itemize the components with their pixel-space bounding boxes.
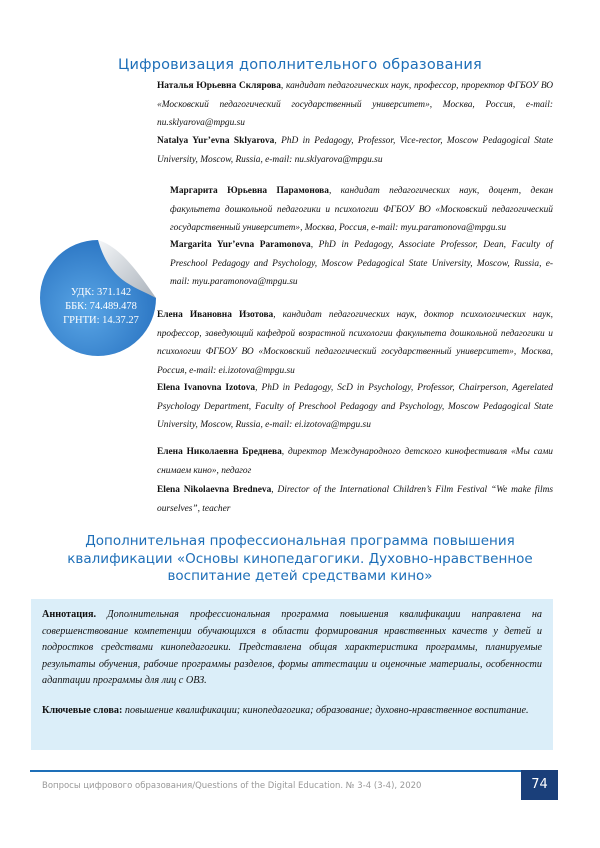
footer-journal: Вопросы цифрового образования/Questions of the Digital Education. № 3-4 (3-4), 2020 (42, 781, 422, 791)
author-en-1-name: Natalya Yur’evna Sklyarova (157, 136, 275, 146)
author-en-4-info: , Director of the International Children’s Film Festival “We make films ourselves”, teacher (157, 485, 553, 514)
article-title: Дополнительная профессиональная программа повышения квалификации «Основы кинопедагогики. Духовно-нравственное воспитание детей средствами кино» (67, 533, 533, 584)
author-en-2-name: Margarita Yur’evna Paramonova (170, 240, 311, 250)
author-ru-1-name: Наталья Юрьевна Склярова (157, 81, 281, 91)
author-en-4-name: Elena Nikolaevna Bredneva (157, 485, 272, 495)
author-ru-4 (157, 443, 553, 480)
udc-line: УДК: 371.142 (70, 287, 132, 298)
author-en-1 (157, 132, 553, 169)
abstract-label: Аннотация. (42, 609, 97, 620)
abstract-paragraph (42, 607, 542, 690)
keywords-text: повышение квалификации; кинопедагогика; образование; духовно-нравственное воспитание. (124, 704, 529, 716)
author-en-2 (170, 236, 553, 292)
udc-codes (48, 286, 154, 328)
footer-divider (30, 770, 527, 772)
author-ru-3-name: Елена Ивановна Изотова (157, 310, 274, 320)
author-ru-4-name: Елена Николаевна Бреднева (157, 447, 282, 457)
author-ru-1 (157, 77, 553, 133)
author-ru-4-info: , директор Международного детского кинофестиваля «Мы сами снимаем кино», педагог (157, 447, 553, 476)
page-number: 74 (521, 770, 558, 800)
author-en-4 (157, 481, 553, 518)
keywords-label: Ключевые слова: (42, 704, 123, 716)
author-en-3 (157, 379, 553, 435)
grnti-line: ГРНТИ: 14.37.27 (63, 315, 139, 326)
author-ru-3 (157, 306, 553, 380)
abstract-text: Дополнительная профессиональная программа повышения квалификации направлена на совершенствование компетенции обучающихся в области формирования нравственных качеств у детей и подростков средствами кинопедагогики. Представлена общая характеристика программы, планируемые результаты обучения, рабочие программы разделов, формы аттестации и оценочные материалы, особенности адаптации программы для лиц с ОВЗ. (42, 609, 542, 686)
author-en-3-info: , PhD in Pedagogy, ScD in Psychology, Professor, Chairperson, Agerelated Psychology Department, Faculty of Preschool Pedagogy and Psychology, Moscow Pedagogical State University, Moscow, Russia, e-mail: ei.izotova@mpgu.su (157, 383, 553, 430)
author-en-1-info: , PhD in Pedagogy, Professor, Vice-rector, Moscow Pedagogical State University, Moscow, Russia, e-mail: nu.sklyarova@mpgu.su (157, 136, 553, 165)
keywords-paragraph (42, 703, 542, 720)
section-title: Цифровизация дополнительного образования (118, 57, 482, 73)
author-en-2-info: , PhD in Pedagogy, Associate Professor, Dean, Faculty of Preschool Pedagogy and Psychology, Moscow Pedagogical State University, Moscow, Russia, e-mail: myu.paramonova@mpgu.su (170, 240, 553, 287)
bbk-line: ББК: 74.489.478 (65, 301, 137, 312)
author-ru-3-info: , кандидат педагогических наук, доктор психологических наук, профессор, заведующий кафедрой возрастной психологии факультета дошкольной педагогики и психологии ФГБОУ ВО «Московский педагогический государственный университет», Москва, Россия, e-mail: ei.izotova@mpgu.su (157, 310, 553, 376)
author-ru-1-info: , кандидат педагогических наук, профессор, проректор ФГБОУ ВО «Московский педагогический государственный университет», Москва, Россия, e-mail: nu.sklyarova@mpgu.su (157, 81, 553, 128)
author-en-3-name: Elena Ivanovna Izotova (157, 383, 256, 393)
author-ru-2 (170, 182, 553, 238)
abstract-box (31, 599, 553, 750)
author-ru-2-info: , кандидат педагогических наук, доцент, декан факультета дошкольной педагогики и психологии ФГБОУ ВО «Московский педагогический государственный университет», Москва, Россия, e-mail: myu.paramonova@mpgu.su (170, 186, 553, 233)
author-ru-2-name: Маргарита Юрьевна Парамонова (170, 186, 329, 196)
